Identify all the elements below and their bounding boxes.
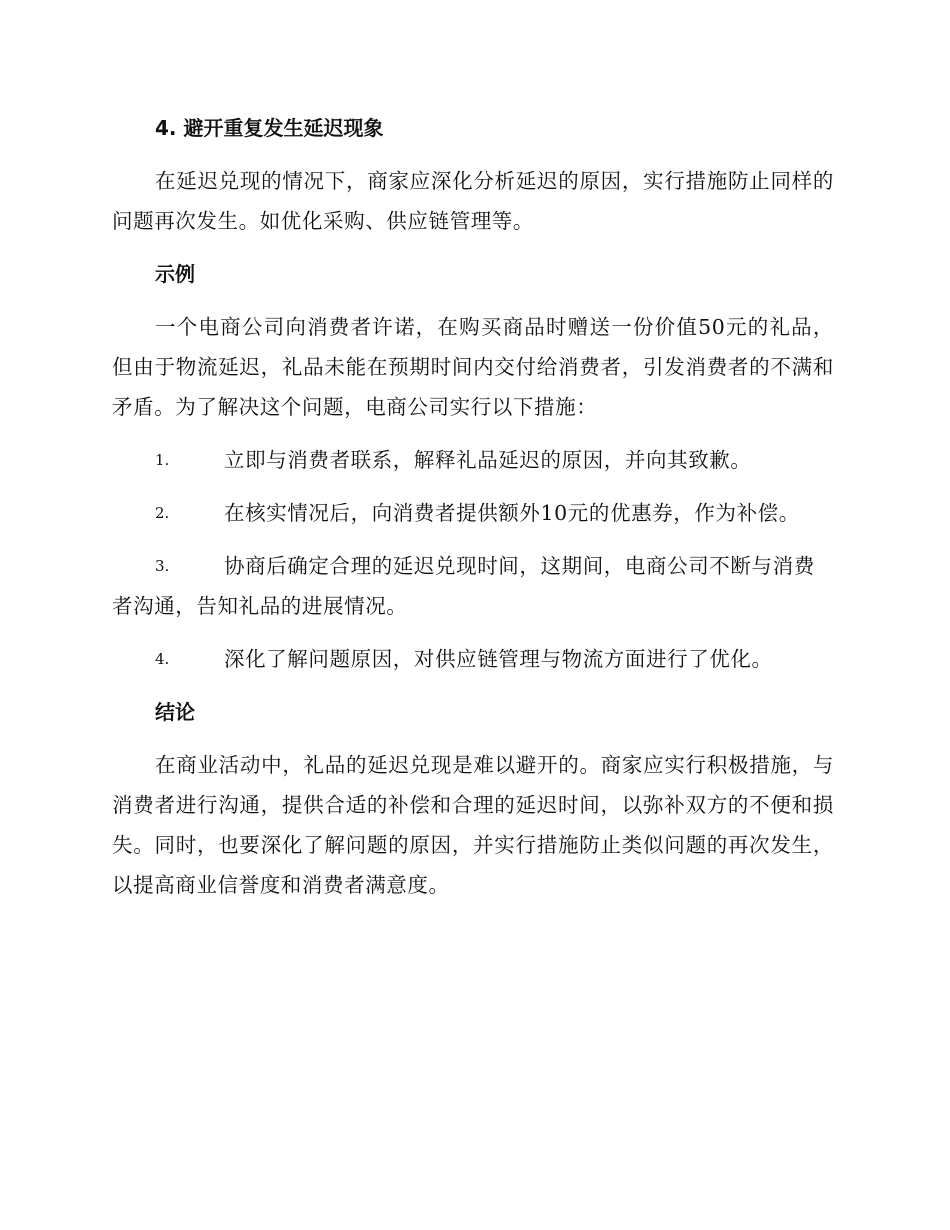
list-item <box>112 639 834 679</box>
list-item-number: 1. <box>155 451 170 469</box>
example-paragraph: 一个电商公司向消费者许诺，在购买商品时赠送一份价值50元的礼品，但由于物流延迟，礼品未能在预期时间内交付给消费者，引发消费者的不满和矛盾。为了解决这个问题，电商公司实行以下措施： <box>112 315 834 419</box>
section-heading-avoid-repeat-delay: 4. 避开重复发生延迟现象 <box>155 116 384 140</box>
section-heading-conclusion: 结论 <box>155 700 195 724</box>
list-item-number: 3. <box>155 557 170 575</box>
conclusion-paragraph: 在商业活动中，礼品的延迟兑现是难以避开的。商家应实行积极措施，与消费者进行沟通，提供合适的补偿和合理的延迟时间，以弥补双方的不便和损失。同时，也要深化了解问题的原因，并实行措施防止类似问题的再次发生，以提高商业信誉度和消费者满意度。 <box>112 753 834 897</box>
document-body <box>112 108 834 918</box>
list-item <box>112 546 834 626</box>
list-item <box>112 440 834 480</box>
list-item-text: 立即与消费者联系，解释礼品延迟的原因，并向其致歉。 <box>224 448 752 472</box>
list-item-text: 协商后确定合理的延迟兑现时间，这期间，电商公司不断与消费者沟通，告知礼品的进展情况。 <box>112 554 815 618</box>
list-item-text: 在核实情况后，向消费者提供额外10元的优惠券，作为补偿。 <box>224 501 800 525</box>
list-item-number: 4. <box>155 650 170 668</box>
list-item-number: 2. <box>155 504 170 522</box>
section-paragraph-avoid-repeat-delay: 在延迟兑现的情况下，商家应深化分析延迟的原因，实行措施防止同样的问题再次发生。如优化采购、供应链管理等。 <box>112 169 834 233</box>
measures-list <box>112 440 834 679</box>
section-heading-example: 示例 <box>155 262 195 286</box>
list-item-text: 深化了解问题原因，对供应链管理与物流方面进行了优化。 <box>224 647 773 671</box>
list-item <box>112 493 834 533</box>
